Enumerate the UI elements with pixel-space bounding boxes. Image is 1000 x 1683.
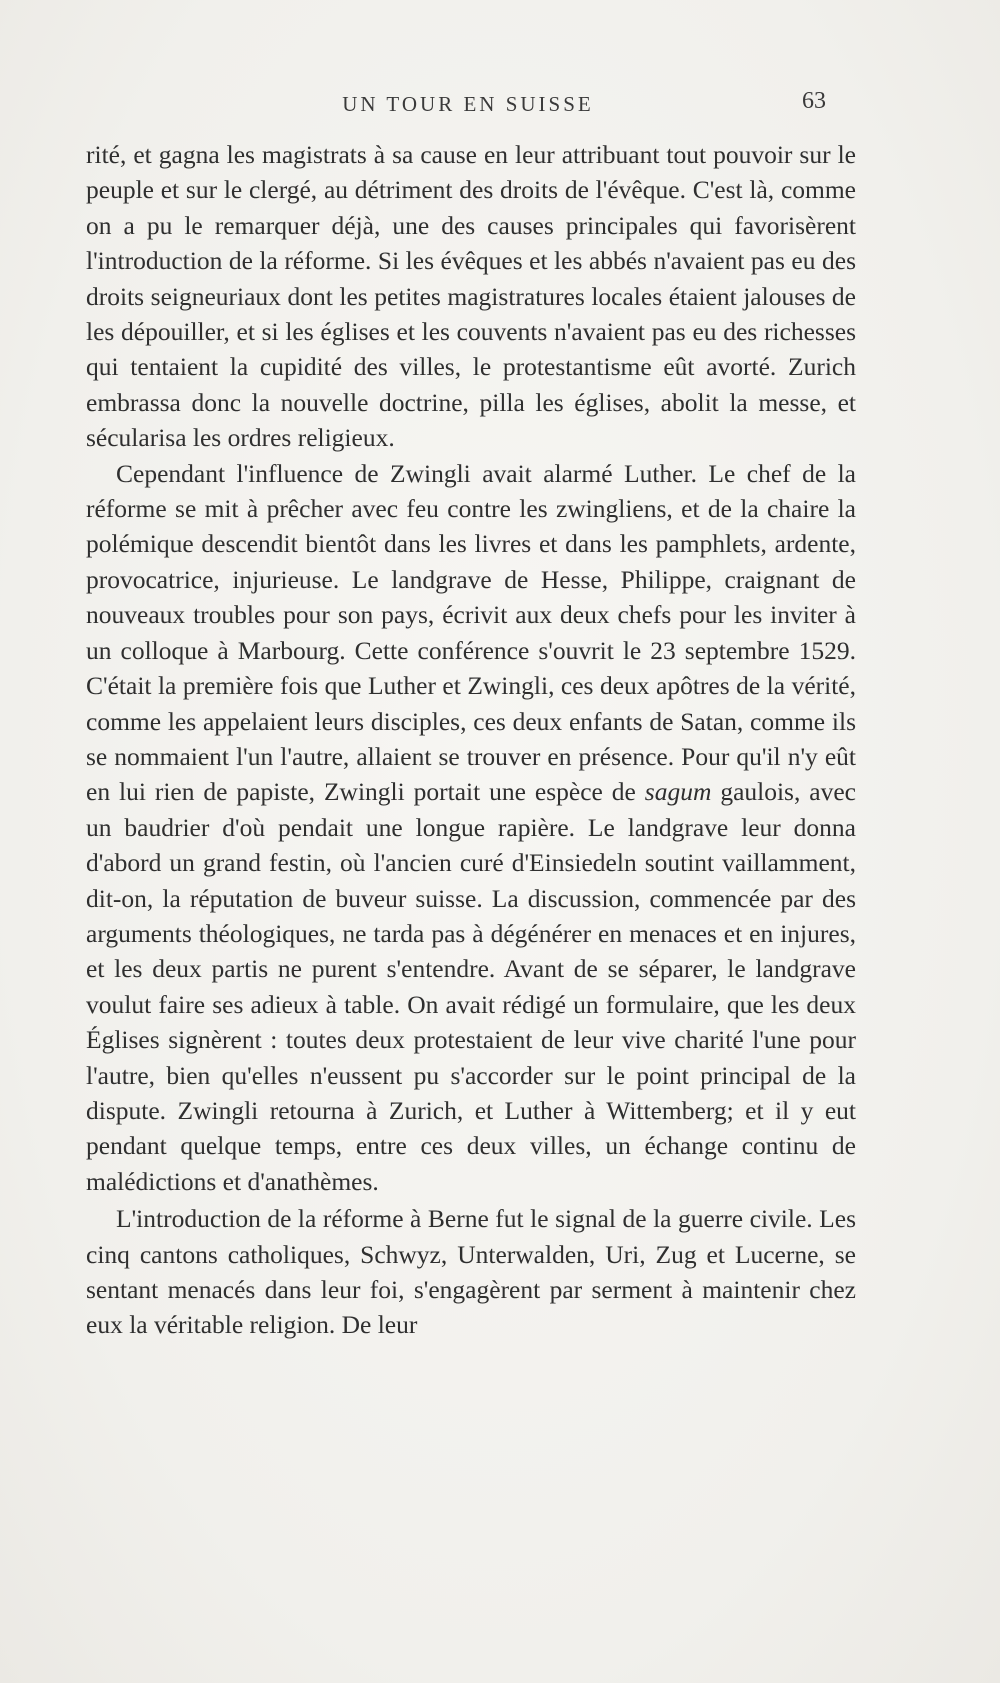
paragraph-2 [86,456,856,1200]
paragraph-3 [86,1201,856,1343]
running-title: UN TOUR EN SUISSE [342,92,594,116]
page-number: 63 [802,88,826,114]
paragraph-2-text-start: Cependant l'influence de Zwingli avait alarmé Luther. Le chef de la réforme se mit à prêcher avec feu contre les zwingliens, et de la chaire la polémique descendit bientôt dans les livres et dans les pamphlets, ardente, provocatrice, injurieuse. Le landgrave de Hesse, Philippe, craignant de nouveaux troubles pour son pays, écrivit aux deux chefs pour les inviter à un colloque à Marbourg. Cette conférence s'ouvrit le 23 septembre 1529. C'était la première fois que Luther et Zwingli, ces deux apôtres de la vérité, comme les appelaient leurs disciples, ces deux enfants de Satan, comme ils se nommaient l'un l'autre, allaient se trouver en présence. Pour qu'il n'y eût en lui rien de papiste, Zwingli portait une espèce de [86,458,856,807]
paragraph-2-text-end: gaulois, avec un baudrier d'où pendait une longue rapière. Le landgrave leur donna d'abord un grand festin, où l'ancien curé d'Einsiedeln soutint vaillamment, dit-on, la réputation de buveur suisse. La discussion, commencée par des arguments théologiques, ne tarda pas à dégénérer en menaces et en injures, et les deux partis ne purent s'entendre. Avant de se séparer, le landgrave voulut faire ses adieux à table. On avait rédigé un formulaire, que les deux Églises signèrent : toutes deux protestaient de leur vive charité l'une pour l'autre, bien qu'elles n'eussent pu s'accorder sur le point principal de la dispute. Zwingli retourna à Zurich, et Luther à Wittemberg; et il y eut pendant quelque temps, entre ces deux villes, un échange continu de malédictions et d'anathèmes. [86,777,856,1196]
paragraph-1-text: rité, et gagna les magistrats à sa cause en leur attribuant tout pouvoir sur le peuple et sur le clergé, au détriment des droits de l'évêque. C'est là, comme on a pu le remarquer déjà, une des causes principales qui favorisèrent l'introduction de la réforme. Si les évêques et les abbés n'avaient pas eu des droits seigneuriaux dont les petites magistratures locales étaient jalouses de les dépouiller, et si les églises et les couvents n'avaient pas eu des richesses qui tentaient la cupidité des villes, le protestantisme eût avorté. Zurich embrassa donc la nouvelle doctrine, pilla les églises, abolit la messe, et sécularisa les ordres religieux. [86,140,856,453]
page-header [88,88,848,122]
italic-term-sagum: sagum [644,777,712,807]
paragraph-1 [86,137,856,456]
body-text [86,137,856,1343]
paragraph-3-text: L'introduction de la réforme à Berne fut le signal de la guerre civile. Les cinq cantons catholiques, Schwyz, Unterwalden, Uri, Zug et Lucerne, se sentant menacés dans leur foi, s'engagèrent par serment à maintenir chez eux la véritable religion. De leur [86,1204,856,1340]
